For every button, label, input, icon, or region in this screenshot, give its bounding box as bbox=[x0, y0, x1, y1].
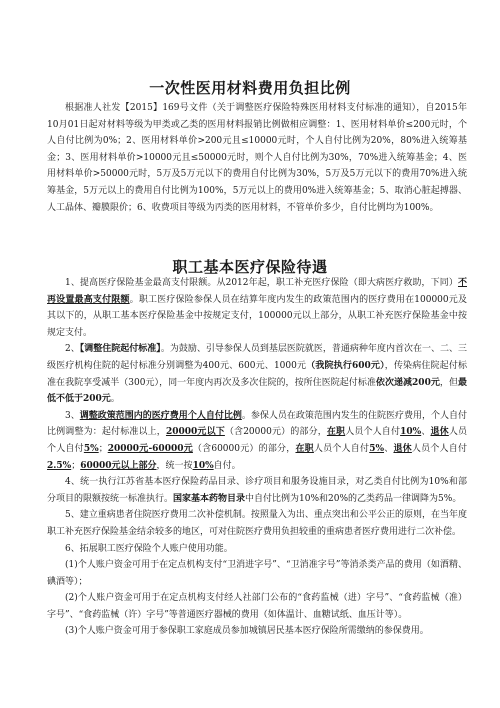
item-1-paragraph bbox=[47, 275, 467, 341]
section-body-employee-insurance bbox=[47, 275, 467, 640]
item-3-text-g: 人员个人自付 bbox=[345, 427, 401, 438]
item-3-band-3: 60000元以上部分 bbox=[80, 460, 157, 471]
item-6-paragraph: 6、拓展职工医疗保险个人账户使用功能。 bbox=[65, 543, 233, 554]
item-3-band-1: 20000元以下 bbox=[165, 427, 225, 438]
sub-item-1-paragraph: (1)个人账户资金可用于在定点机构支付“卫消进字号”、“卫消准字号”等消杀类产品的费用（如酒精、碘酒等）； bbox=[47, 560, 467, 587]
section-body-material-ratio bbox=[47, 100, 467, 216]
item-3-heading: 调整政策范围内的医疗费用个人自付比例 bbox=[79, 410, 242, 421]
item-2-minimum: 最低不低于200元 bbox=[47, 377, 467, 405]
item-3-text-end: 自付。 bbox=[213, 460, 241, 471]
sub-item-2-paragraph: (2)个人账户资金可用于在定点机构支付经人社部门公布的“食药监械（进）字号”、“食药监械（准）字号”、“食药监械（许）字号”等普通医疗器械的费用（如体温计、血糖试纸、血压计等）。 bbox=[47, 593, 467, 620]
item-2-heading: 【调整住院起付标准】 bbox=[79, 344, 161, 355]
item-5-paragraph: 5、建立重病患者住院医疗费用二次补偿机制。按照量入为出、重点突出和公平公正的原则，在当年度职工补充医疗保险基金结余较多的地区，可对住院医疗费用负担较重的重病患者医疗费用进行二次补偿。 bbox=[47, 510, 467, 537]
item-2-text-c: 。为鼓励、引导参保人员到基层医院就医，普通病种年度内首次在一、二、三级医疗机构住院的起付标准分别调整为400元、600元、1000元 bbox=[47, 344, 467, 371]
item-3-text-m: ； bbox=[98, 443, 108, 454]
item-2-text-i: 。 bbox=[110, 394, 120, 405]
item-3-text-c: 。参保人员在政策范围内发生的住院医疗费用，个人自付比例调整为：起付标准以上， bbox=[47, 410, 467, 438]
item-3-text-i: 、 bbox=[421, 427, 431, 438]
item-2-decrement: 依次递减200元 bbox=[375, 377, 440, 388]
item-4-text-a: 4、统一执行江苏省基本医疗保险药品目录、诊疗项目和服务设施目录，对乙类自付比例为10%和部分项目的限额按统一标准执行。 bbox=[47, 477, 467, 504]
item-2-text-e: ，传染病住院起付标准在我院享受减半（300元），同一年度内再次及多次住院的，按所住医院起付标准 bbox=[47, 360, 467, 388]
item-3-text-s: 、 bbox=[384, 443, 394, 454]
item-4-paragraph bbox=[47, 474, 467, 507]
item-3-rate-4: 2.5% bbox=[47, 460, 72, 471]
item-4-text-c: 中自付比例为10%和20%的乙类药品一律调降为5%。 bbox=[245, 493, 462, 504]
item-1-highlight: 不再设置最高支付限额 bbox=[47, 278, 467, 305]
item-3-rate-5: 10% bbox=[192, 460, 214, 471]
item-2-text-g: ，但 bbox=[439, 377, 458, 388]
item-1-text-a: 1、提高医疗保险基金最高支付限额。从2012年起，职工补充医疗保险（即大病医疗救助，下同） bbox=[65, 278, 458, 288]
item-2-hospital-note: （我院执行600元） bbox=[306, 360, 385, 371]
item-3-text-u: 人员个人自付 bbox=[411, 443, 467, 454]
item-1-text-c: 。职工医疗保险参保人员在结算年度内发生的政策范围内的医疗费用在100000元及其以下的，从职工基本医疗保险基金中按规定支付，100000元以上部分，从职工补充医疗保险基金中按规定支付。 bbox=[47, 294, 467, 338]
item-3-retired-1: 退休 bbox=[430, 427, 449, 438]
item-3-text-w: ； bbox=[71, 460, 81, 471]
item-3-band-2: 20000元-60000元 bbox=[107, 443, 193, 454]
item-3-rate-1: 10% bbox=[400, 427, 422, 438]
item-3-paragraph bbox=[47, 408, 467, 474]
item-3-employed-1: 在职 bbox=[326, 427, 346, 438]
item-3-text-o: （含60000元）的部分， bbox=[192, 443, 296, 454]
item-3-rate-3: 5% bbox=[369, 443, 385, 454]
section-title-employee-insurance: 职工基本医疗保险待遇 bbox=[172, 258, 328, 276]
item-2-paragraph bbox=[47, 341, 467, 407]
section-title-material-ratio: 一次性医用材料费用负担比例 bbox=[149, 79, 351, 97]
item-4-highlight: 国家基本药物目录 bbox=[173, 493, 246, 504]
item-3-text-k: 人员个人自付 bbox=[47, 427, 467, 454]
item-3-text-y: ，统一按 bbox=[156, 460, 193, 471]
item-2-text-a: 2、 bbox=[65, 344, 80, 355]
material-ratio-paragraph: 根据准人社发【2015】169号文件（关于调整医疗保险特殊医用材料支付标准的通知），自2015年10月01日起对材料等级为甲类或乙类的医用材料报销比例做相应调整：1、医用材料单价≤200元时，个人自付比例为0%；2、医用材料单价>200元且≤10000元时，个人自付比例为20%，80%进入统筹基金；3、医用材料单价>10000元且≤50000元时，则个人自付比例为30%，70%进入统筹基金；4、医用材料单价>50000元时，5万及5万元以下的费用自付比例为30%，5万及5万元以下的费用70%进入统筹基金，5万元以上的费用自付比例为100%，5万元以上的费用0%进入统筹基金；5、取消心脏起搏器、人工晶体、瓣膜限价；6、收费项目等级为丙类的医用材料，不管单价多少，自付比例均为100%。 bbox=[47, 103, 467, 213]
item-3-text-e: （含20000元）的部分， bbox=[224, 427, 327, 438]
item-3-text-q: 人员个人自付 bbox=[313, 443, 370, 454]
item-3-rate-2: 5% bbox=[83, 443, 99, 454]
item-3-employed-2: 在职 bbox=[295, 443, 314, 454]
item-3-text-a: 3、 bbox=[65, 410, 80, 421]
item-3-retired-2: 退休 bbox=[393, 443, 412, 454]
sub-item-3-paragraph: (3)个人账户资金可用于参保职工家庭成员参加城镇居民基本医疗保险所需缴纳的参保费用。 bbox=[65, 626, 429, 637]
